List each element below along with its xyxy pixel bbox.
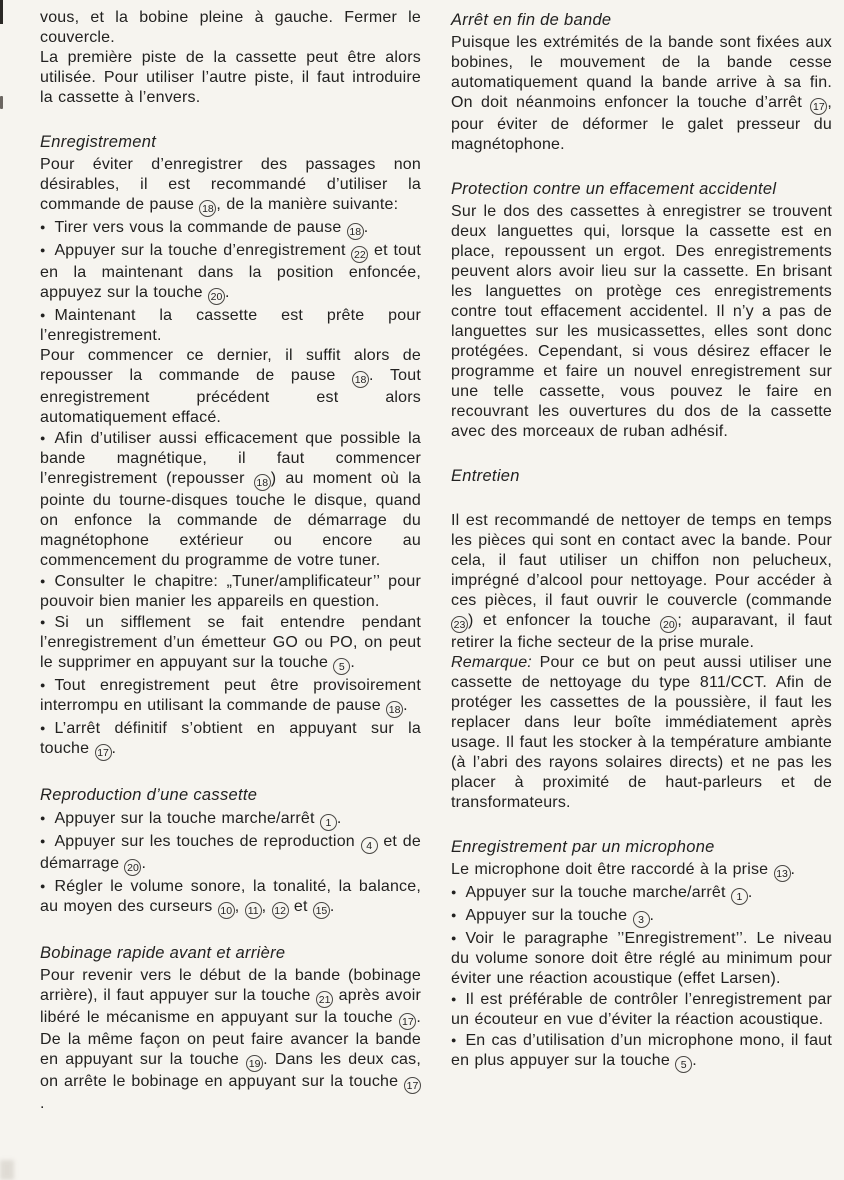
paragraph: Pour éviter d’enregistrer des passages non désirables, il est recommandé d’utiliser la commande de pause 18 , de la manière suivante: xyxy=(40,156,421,215)
right-column xyxy=(451,8,832,1180)
circled-number: 17 xyxy=(810,98,827,115)
paragraph: La première piste de la cassette peut être alors utilisée. Pour utiliser l’autre piste, il faut introduire la cassette à l’envers. xyxy=(40,49,421,106)
paragraph: vous, et la bobine pleine à gauche. Fermer le couvercle. xyxy=(40,9,421,46)
circled-number: 3 xyxy=(633,911,650,928)
bullet-item: ● Afin d’utiliser aussi efficacement que possible la bande magnétique, il faut commencer l’enregistrement (repousser 18 ) au moment où la pointe du tourne-disques touche le disque, quand on enfonce la commande de démarrage du magnétophone extérieur ou encore au commencement du programme de votre tuner. xyxy=(40,430,421,569)
bullet-item: ● Appuyer sur la touche d’enregistrement 22 et tout en la maintenant dans la position enfoncée, appuyez sur la touche 20 . xyxy=(40,242,421,303)
circled-number: 5 xyxy=(333,658,350,675)
circled-number: 19 xyxy=(246,1055,263,1072)
bullet-icon: ● xyxy=(40,433,46,443)
section-heading: Bobinage rapide avant et arrière xyxy=(40,944,286,962)
circled-number: 20 xyxy=(208,288,225,305)
bullet-icon: ● xyxy=(451,1035,457,1045)
scan-artifact-top-left xyxy=(0,0,3,24)
section-heading: Reproduction d’une cassette xyxy=(40,786,258,804)
paragraph: Sur le dos des cassettes à enregistrer se trouvent deux languettes qui, lorsque la cassette est en place, repoussent un ergot. Des enregistrements peuvent alors avoir lieu sur la cassette. En brisant les languettes on protège ces enregistrements contre tout effacement accidentel. Il n’y a pas de languettes sur les musicassettes, elles sont donc protégées. Cependant, si vous désirez effacer le programme et faire un nouvel enregistrement sur une telle cassette, vous pouvez le faire en recouvrant les ouvertures du dos de la cassette avec des morceaux de ruban adhésif. xyxy=(451,203,832,440)
bullet-item: ● Il est préférable de contrôler l’enregistrement par un écouteur en vue d’éviter la réaction acoustique. xyxy=(451,991,832,1028)
bullet-icon: ● xyxy=(451,933,457,943)
paragraph: Puisque les extrémités de la bande sont fixées aux bobines, le mouvement de la bande cesse automatiquement quand la bande arrive à sa fin. On doit néanmoins enfoncer la touche d’arrêt 17 , pour éviter de déformer le galet presseur du magnétophone. xyxy=(451,34,832,153)
circled-number: 22 xyxy=(351,246,368,263)
circled-number: 11 xyxy=(245,902,262,919)
paragraph: Le microphone doit être raccordé à la prise 13 . xyxy=(451,861,796,880)
bullet-item: ● Si un sifflement se fait entendre pendant l’enregistrement d’un émetteur GO ou PO, on peut le supprimer en appuyant sur la touche 5 . xyxy=(40,614,421,673)
circled-number: 5 xyxy=(675,1056,692,1073)
paragraph: Il est recommandé de nettoyer de temps en temps les pièces qui sont en contact avec la bande. Pour cela, il faut utiliser un chiffon non pelucheux, imprégné d’alcool pour nettoyage. Pour accéder à ces pièces, il faut ouvrir le couvercle (commande 23 ) et enfoncer la touche 20 ; auparavant, il faut retirer la fiche secteur de la prise murale. xyxy=(451,512,832,651)
bullet-item: ● Tirer vers vous la commande de pause 18 . xyxy=(40,219,369,238)
circled-number: 17 xyxy=(95,744,112,761)
section-heading: Enregistrement xyxy=(40,133,157,151)
circled-number: 17 xyxy=(399,1013,416,1030)
bullet-icon: ● xyxy=(40,836,46,846)
bullet-item: ● Tout enregistrement peut être provisoirement interrompu en utilisant la commande de pause 18 . xyxy=(40,677,421,716)
bullet-item: ● Appuyer sur la touche marche/arrêt 1 . xyxy=(40,810,342,829)
bullet-item: ● Appuyer sur la touche 3 . xyxy=(451,907,655,926)
circled-number: 4 xyxy=(361,837,378,854)
bullet-icon: ● xyxy=(451,887,457,897)
bullet-item: ● Appuyer sur les touches de reproduction 4 et de démarrage 20 . xyxy=(40,833,421,874)
circled-number: 20 xyxy=(660,616,677,633)
bullet-icon: ● xyxy=(40,617,46,627)
circled-number: 18 xyxy=(347,223,364,240)
circled-number: 23 xyxy=(451,616,468,633)
bullet-item: ● En cas d’utilisation d’un microphone mono, il faut en plus appuyer sur la touche 5 . xyxy=(451,1032,832,1071)
section-heading: Protection contre un effacement accidentel xyxy=(451,180,777,198)
circled-number: 21 xyxy=(316,991,333,1008)
left-column xyxy=(40,8,421,1180)
circled-number: 1 xyxy=(731,888,748,905)
circled-number: 1 xyxy=(320,814,337,831)
bullet-item: ● Régler le volume sonore, la tonalité, la balance, au moyen des curseurs 10 , 11 , 12 et 15 . xyxy=(40,878,421,917)
bullet-icon: ● xyxy=(40,813,46,823)
bullet-icon: ● xyxy=(40,723,46,733)
circled-number: 18 xyxy=(254,474,271,491)
paragraph: Pour revenir vers le début de la bande (bobinage arrière), il faut appuyer sur la touche 21 après avoir libéré le mécanisme en appuyant sur la touche 17 . De la même façon on peut faire avancer la bande en appuyant sur la touche 19 . Dans les deux cas, on arrête le bobinage en appuyant sur la touche 17. xyxy=(40,967,421,1112)
bullet-icon: ● xyxy=(451,910,457,920)
bullet-item: ● Maintenant la cassette est prête pour l’enregistrement. xyxy=(40,307,421,344)
bullet-icon: ● xyxy=(40,881,46,891)
paragraph: Pour commencer ce dernier, il suffit alors de repousser la commande de pause 18 . Tout enregistrement précédent est alors automatiquement effacé. xyxy=(40,347,421,426)
paragraph: Remarque: Pour ce but on peut aussi utiliser une cassette de nettoyage du type 811/CCT. Afin de protéger les cassettes de la poussière, il faut les replacer dans leur boîte immédiatement après usage. Il faut les stocker à la température ambiante (à l’abri des rayons solaires directs) et ne pas les placer à proximité de haut-parleurs et de transformateurs. xyxy=(451,654,832,811)
scan-artifact-left-edge xyxy=(0,96,3,109)
scan-artifact-bottom-left xyxy=(0,1160,14,1180)
section-heading: Entretien xyxy=(451,467,520,485)
bullet-icon: ● xyxy=(40,245,46,255)
circled-number: 18 xyxy=(352,371,369,388)
circled-number: 18 xyxy=(386,701,403,718)
section-heading: Arrêt en fin de bande xyxy=(451,11,612,29)
bullet-item: ● Voir le paragraphe ’’Enregistrement’’. Le niveau du volume sonore doit être réglé au minimum pour éviter une réaction acoustique (effet Larsen). xyxy=(451,930,832,987)
bullet-icon: ● xyxy=(451,994,457,1004)
section-heading: Enregistrement par un microphone xyxy=(451,838,715,856)
circled-number: 12 xyxy=(272,902,289,919)
spacer xyxy=(451,489,832,511)
circled-number: 20 xyxy=(124,859,141,876)
circled-number: 15 xyxy=(313,902,330,919)
bullet-item: ● Appuyer sur la touche marche/arrêt 1 . xyxy=(451,884,753,903)
bullet-icon: ● xyxy=(40,310,46,320)
bullet-icon: ● xyxy=(40,576,46,586)
circled-number: 17 xyxy=(404,1077,421,1094)
bullet-icon: ● xyxy=(40,680,46,690)
bullet-item: ● Consulter le chapitre: „Tuner/amplificateur’’ pour pouvoir bien manier les appareils en question. xyxy=(40,573,421,610)
bullet-item: ● L’arrêt définitif s’obtient en appuyant sur la touche 17 . xyxy=(40,720,421,759)
circled-number: 18 xyxy=(199,200,216,217)
bullet-icon: ● xyxy=(40,222,46,232)
circled-number: 10 xyxy=(218,902,235,919)
circled-number: 13 xyxy=(774,865,791,882)
